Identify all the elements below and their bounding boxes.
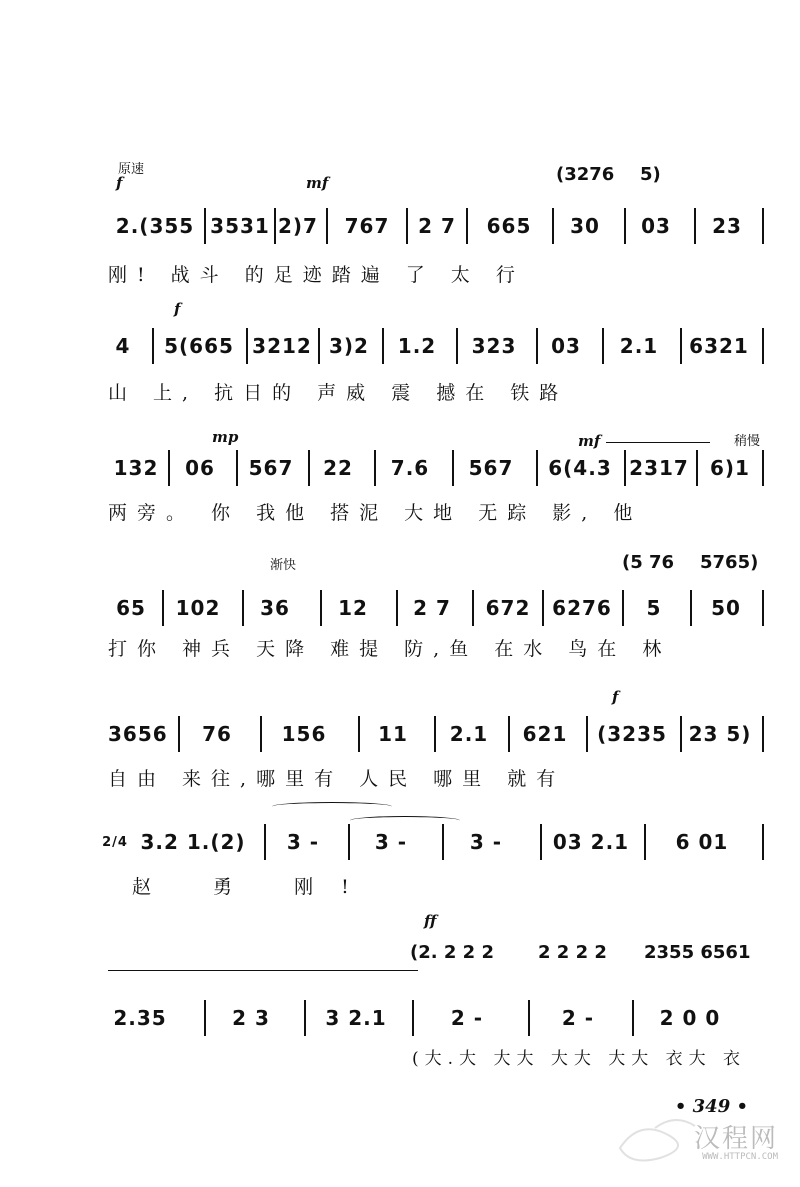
barline <box>680 328 682 364</box>
measure: 1.2 <box>397 334 437 358</box>
measure: 6321 <box>689 334 749 358</box>
barline <box>178 716 180 752</box>
notation-row <box>108 328 768 368</box>
barline <box>308 450 310 486</box>
measure: 2.1 <box>449 722 489 746</box>
barline <box>644 824 646 860</box>
barline <box>246 328 248 364</box>
measure: 156 <box>281 722 327 746</box>
lyrics-line: (大.大 大大 大大 大大 衣大 衣 <box>412 1049 747 1069</box>
barline <box>508 716 510 752</box>
barline <box>762 208 764 244</box>
barline <box>624 450 626 486</box>
measure: 2 7 <box>418 214 456 238</box>
measure: 2317 <box>629 456 689 480</box>
measure: 76 <box>202 722 232 746</box>
measure: 3212 <box>252 334 312 358</box>
dynamic-mf: mf <box>306 174 329 192</box>
dashed-line <box>606 442 710 443</box>
measure: 7.6 <box>390 456 430 480</box>
dynamic-ff: ff <box>424 912 437 930</box>
measure: 2 - <box>450 1006 484 1030</box>
barline <box>168 450 170 486</box>
measure: 6(4.3 <box>548 456 612 480</box>
barline <box>274 208 276 244</box>
measure: 3)2 <box>329 334 369 358</box>
watermark-url: WWW.HTTPCN.COM <box>702 1152 778 1162</box>
barline <box>632 1000 634 1036</box>
barline <box>542 590 544 626</box>
tempo-mark: 稍慢 <box>734 434 761 449</box>
barline <box>528 1000 530 1036</box>
dynamic-f: f <box>612 688 619 706</box>
time-signature: 2/4 <box>102 834 128 850</box>
measure: 22 <box>323 456 353 480</box>
measure: 323 <box>471 334 517 358</box>
measure: 2.(355 <box>115 214 195 238</box>
measure: 2 3 <box>232 1006 270 1030</box>
measure: 5(665 <box>164 334 234 358</box>
barline <box>204 208 206 244</box>
upper-note-group: (2. 2 2 2 <box>410 942 494 963</box>
lyrics-line: 赵 勇 刚! <box>132 876 377 898</box>
measure: 3 2.1 <box>325 1006 387 1030</box>
barline <box>396 590 398 626</box>
barline <box>622 590 624 626</box>
barline <box>236 450 238 486</box>
measure: 3531 <box>210 214 270 238</box>
tempo-mark: 渐快 <box>270 558 297 573</box>
measure: 23 <box>712 214 742 238</box>
barline <box>442 824 444 860</box>
barline <box>452 450 454 486</box>
notation-row <box>108 716 768 756</box>
measure: 132 <box>113 456 159 480</box>
barline <box>762 590 764 626</box>
measure: 3 - <box>469 830 503 854</box>
measure: 11 <box>378 722 408 746</box>
barline <box>586 716 588 752</box>
measure: 665 <box>486 214 532 238</box>
measure: 4 <box>115 334 131 358</box>
barline <box>694 208 696 244</box>
barline <box>382 328 384 364</box>
upper-note-group: 5) <box>640 164 661 185</box>
notation-row <box>108 450 768 490</box>
barline <box>536 328 538 364</box>
barline <box>536 450 538 486</box>
lyrics-line: 打你 神兵 天降 难提 防,鱼 在水 鸟在 林 <box>108 638 672 660</box>
barline <box>162 590 164 626</box>
upper-note-group: 2 2 2 2 <box>538 942 607 963</box>
barline <box>434 716 436 752</box>
measure: 3 - <box>374 830 408 854</box>
barline <box>406 208 408 244</box>
barline <box>320 590 322 626</box>
barline <box>466 208 468 244</box>
measure: 3656 <box>108 722 168 746</box>
measure: 03 2.1 <box>552 830 630 854</box>
upper-note-group: (3276 <box>556 164 615 185</box>
barline <box>326 208 328 244</box>
dynamic-f: f <box>116 174 123 192</box>
lyrics-line: 山 上, 抗日的 声威 震 撼在 铁路 <box>108 382 569 404</box>
barline <box>358 716 360 752</box>
measure: 65 <box>116 596 146 620</box>
measure: 03 <box>551 334 581 358</box>
measure: 23 5) <box>688 722 752 746</box>
barline <box>260 716 262 752</box>
measure: 2 - <box>561 1006 595 1030</box>
measure: 2)7 <box>278 214 318 238</box>
barline <box>552 208 554 244</box>
barline <box>690 590 692 626</box>
barline <box>602 328 604 364</box>
barline <box>304 1000 306 1036</box>
measure: 102 <box>175 596 221 620</box>
measure: 36 <box>260 596 290 620</box>
barline <box>152 328 154 364</box>
barline <box>348 824 350 860</box>
measure: 567 <box>468 456 514 480</box>
barline <box>264 824 266 860</box>
upper-note-group: 5765) <box>700 552 759 573</box>
measure: 30 <box>570 214 600 238</box>
barline <box>762 824 764 860</box>
measure: 621 <box>522 722 568 746</box>
page-number: • 349 • <box>674 1096 748 1117</box>
dynamic-f: f <box>174 300 181 318</box>
barline <box>540 824 542 860</box>
measure: 2 0 0 <box>659 1006 721 1030</box>
measure: 672 <box>485 596 531 620</box>
watermark-text: 汉程网 <box>693 1124 778 1154</box>
notation-row <box>108 208 768 248</box>
measure: 12 <box>338 596 368 620</box>
barline <box>762 716 764 752</box>
barline <box>456 328 458 364</box>
lyrics-line: 刚! 战斗 的足迹踏遍 了 太 行 <box>108 264 525 286</box>
measure: 2 7 <box>413 596 451 620</box>
measure: 6 01 <box>675 830 729 854</box>
measure: 3 - <box>286 830 320 854</box>
barline <box>374 450 376 486</box>
measure: 50 <box>711 596 741 620</box>
measure: 03 <box>641 214 671 238</box>
barline <box>412 1000 414 1036</box>
upper-note-group: 2355 6561 <box>644 942 751 963</box>
lyrics-line: 两旁。 你 我他 搭泥 大地 无踪 影, 他 <box>108 502 643 524</box>
notation-row <box>108 590 768 630</box>
barline <box>318 328 320 364</box>
dynamic-mf: mf <box>578 432 601 450</box>
measure: 2.1 <box>619 334 659 358</box>
tie-arc <box>272 802 392 811</box>
barline <box>762 328 764 364</box>
barline <box>762 450 764 486</box>
measure: 567 <box>248 456 294 480</box>
barline <box>696 450 698 486</box>
notation-row <box>108 1000 768 1040</box>
barline <box>472 590 474 626</box>
measure: (3235 <box>597 722 667 746</box>
tempo-mark: 原速 <box>118 162 145 177</box>
measure: 5 <box>646 596 662 620</box>
lyrics-line: 自由 来往,哪里有 人民 哪里 就有 <box>108 768 566 790</box>
barline <box>624 208 626 244</box>
barline <box>680 716 682 752</box>
measure: 6276 <box>552 596 612 620</box>
barline <box>242 590 244 626</box>
measure: 06 <box>185 456 215 480</box>
barline <box>204 1000 206 1036</box>
measure: 2.35 <box>113 1006 167 1030</box>
dynamic-mp: mp <box>212 428 239 446</box>
measure: 3.2 1.(2) <box>140 830 246 854</box>
measure: 767 <box>344 214 390 238</box>
measure: 6)1 <box>710 456 750 480</box>
notation-row <box>102 824 768 864</box>
staff-line <box>108 970 418 971</box>
upper-note-group: (5 76 <box>622 552 675 573</box>
